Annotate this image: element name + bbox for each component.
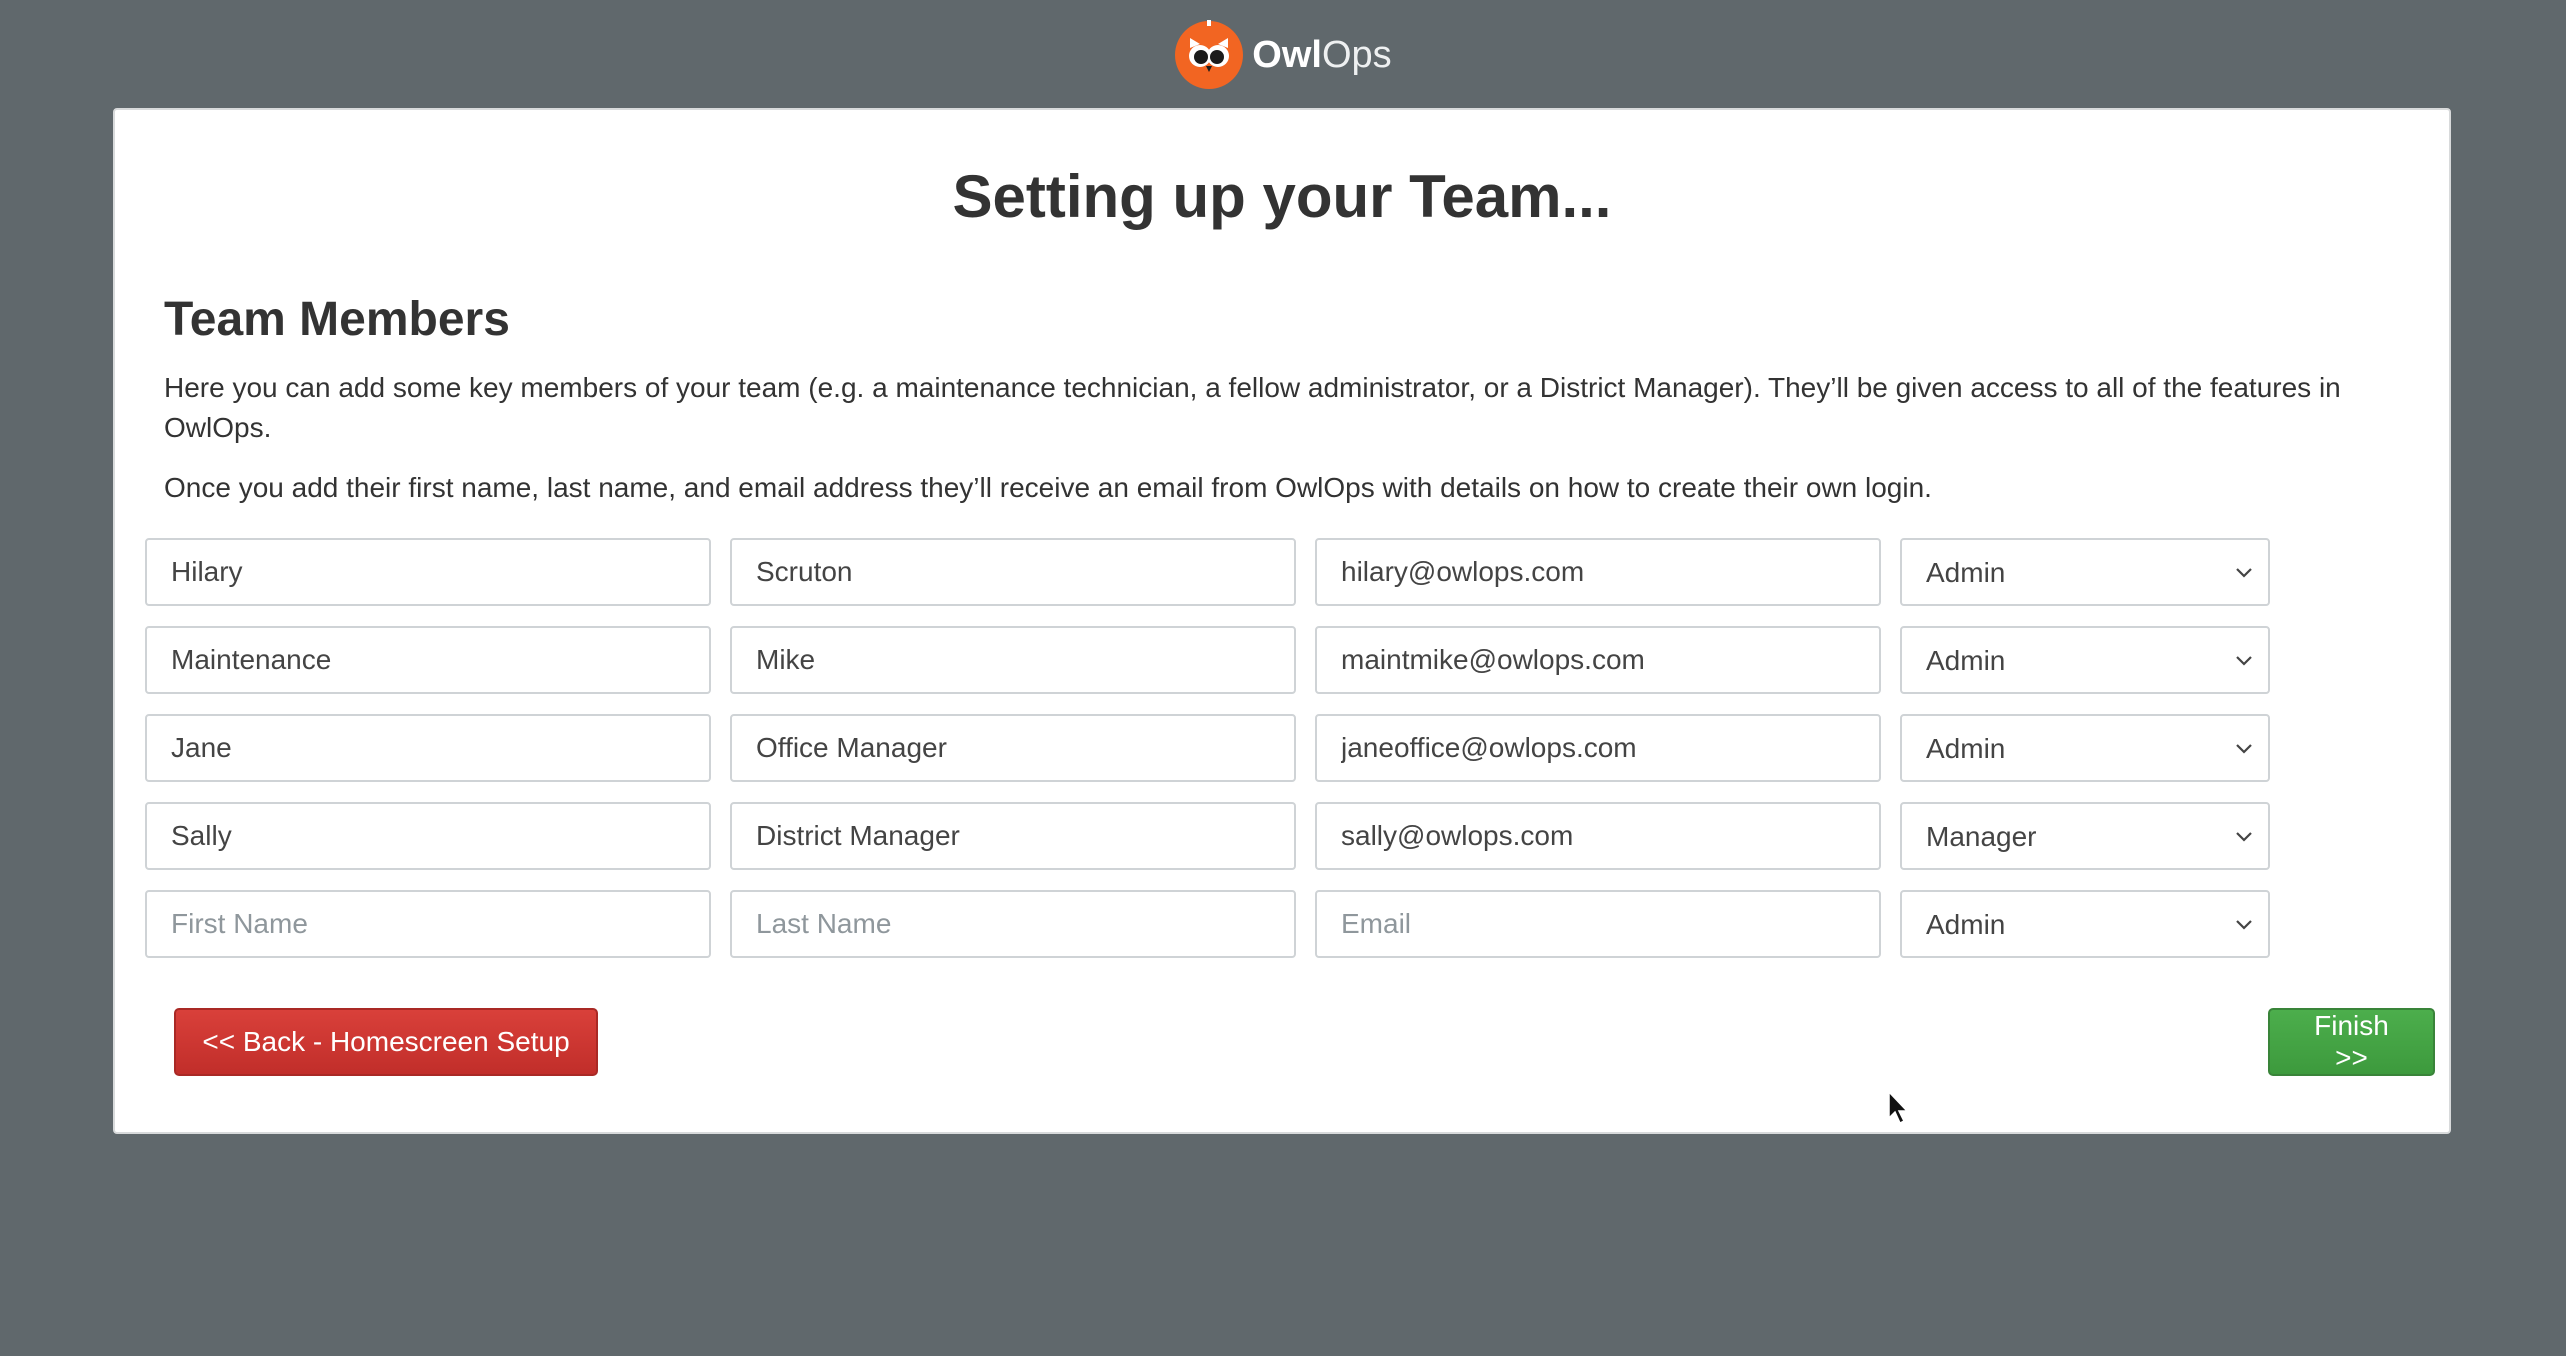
role-select-wrapper	[1900, 802, 2270, 870]
email-input[interactable]	[1315, 890, 1881, 958]
member-row-3	[145, 714, 2270, 782]
first-name-input[interactable]	[145, 714, 711, 782]
role-select[interactable]	[1900, 538, 2270, 606]
role-select-wrapper	[1900, 538, 2270, 606]
member-row-new	[145, 890, 2270, 958]
finish-button[interactable]: Finish >>	[2268, 1008, 2435, 1076]
role-select[interactable]	[1900, 802, 2270, 870]
member-row-2	[145, 626, 2270, 694]
section-title: Team Members	[164, 293, 510, 346]
last-name-input[interactable]	[730, 890, 1296, 958]
email-input[interactable]	[1315, 802, 1881, 870]
section-instructions: Once you add their first name, last name, and email address they’ll receive an email from OwlOps with details on how to create their own login.	[164, 472, 1932, 503]
setup-card	[113, 108, 2451, 1134]
role-select-wrapper	[1900, 714, 2270, 782]
member-row-1	[145, 538, 2270, 606]
member-row-4	[145, 802, 2270, 870]
email-input[interactable]	[1315, 626, 1881, 694]
mouse-cursor-icon	[1887, 1090, 1911, 1126]
role-select[interactable]	[1900, 626, 2270, 694]
owlops-logo[interactable]	[1174, 20, 1391, 90]
brand-name-bold: Owl	[1252, 33, 1322, 76]
section-description: Here you can add some key members of your team (e.g. a maintenance technician, a fellow administrator, or a District Manager). They’ll be given access to all of the features in OwlOps.	[164, 372, 2341, 443]
last-name-input[interactable]	[730, 802, 1296, 870]
role-select-wrapper	[1900, 626, 2270, 694]
back-button[interactable]: << Back - Homescreen Setup	[174, 1008, 598, 1076]
header-bar	[0, 15, 2566, 95]
role-select[interactable]	[1900, 714, 2270, 782]
owl-logo-icon	[1174, 20, 1244, 90]
brand-name-light: Ops	[1321, 33, 1392, 76]
last-name-input[interactable]	[730, 538, 1296, 606]
first-name-input[interactable]	[145, 626, 711, 694]
last-name-input[interactable]	[730, 626, 1296, 694]
email-input[interactable]	[1315, 538, 1881, 606]
first-name-input[interactable]	[145, 538, 711, 606]
role-select-wrapper	[1900, 890, 2270, 958]
role-select[interactable]	[1900, 890, 2270, 958]
team-members-form	[145, 538, 2270, 978]
email-input[interactable]	[1315, 714, 1881, 782]
first-name-input[interactable]	[145, 802, 711, 870]
last-name-input[interactable]	[730, 714, 1296, 782]
page-title: Setting up your Team...	[952, 163, 1612, 230]
first-name-input[interactable]	[145, 890, 711, 958]
brand-name	[1252, 34, 1391, 77]
